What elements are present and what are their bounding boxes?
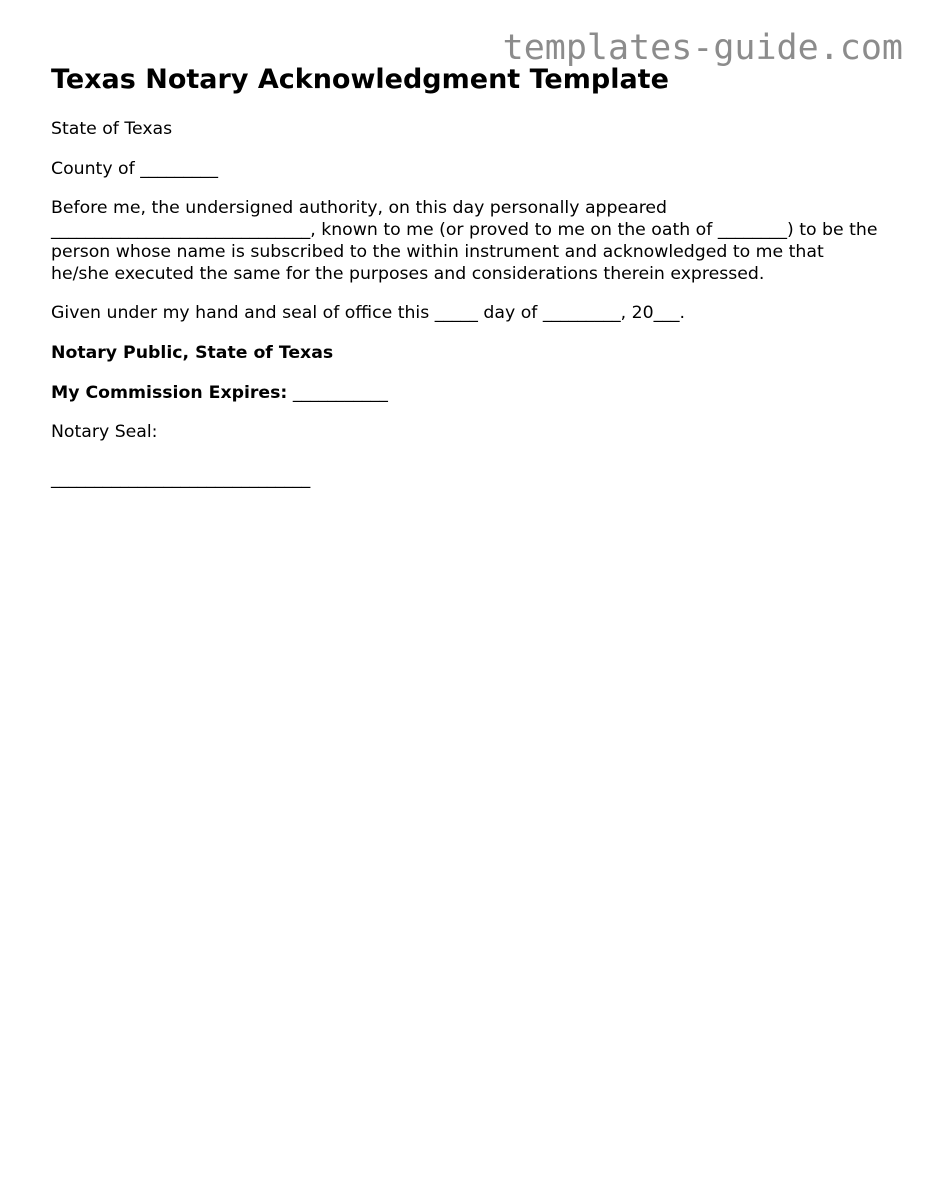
notary-public-line: Notary Public, State of Texas [51, 342, 334, 363]
watermark: templates-guide.com [502, 28, 903, 68]
county-line: County of _________ [51, 158, 218, 179]
given-under-hand-line: Given under my hand and seal of office this _____ day of _________, 20___. [51, 303, 686, 324]
commission-expires-blank: ___________ [292, 382, 388, 403]
acknowledgment-paragraph: Before me, the undersigned authority, on this day personally appeared ______________________________, known to me (or proved to me on the oath of ________) to be the person whose name is subscribed to the within instrument and acknowledged to me that he/she executed the same for the purposes and considerations therein expressed. [51, 198, 878, 284]
commission-expires-line [51, 383, 881, 405]
state-line: State of Texas [51, 119, 173, 139]
signature-line: ______________________________ [51, 469, 311, 490]
document-title: Texas Notary Acknowledgment Template [51, 64, 669, 95]
notary-seal-label: Notary Seal: [51, 422, 158, 443]
commission-expires-label: My Commission Expires: [51, 382, 288, 403]
document-page [51, 62, 881, 491]
